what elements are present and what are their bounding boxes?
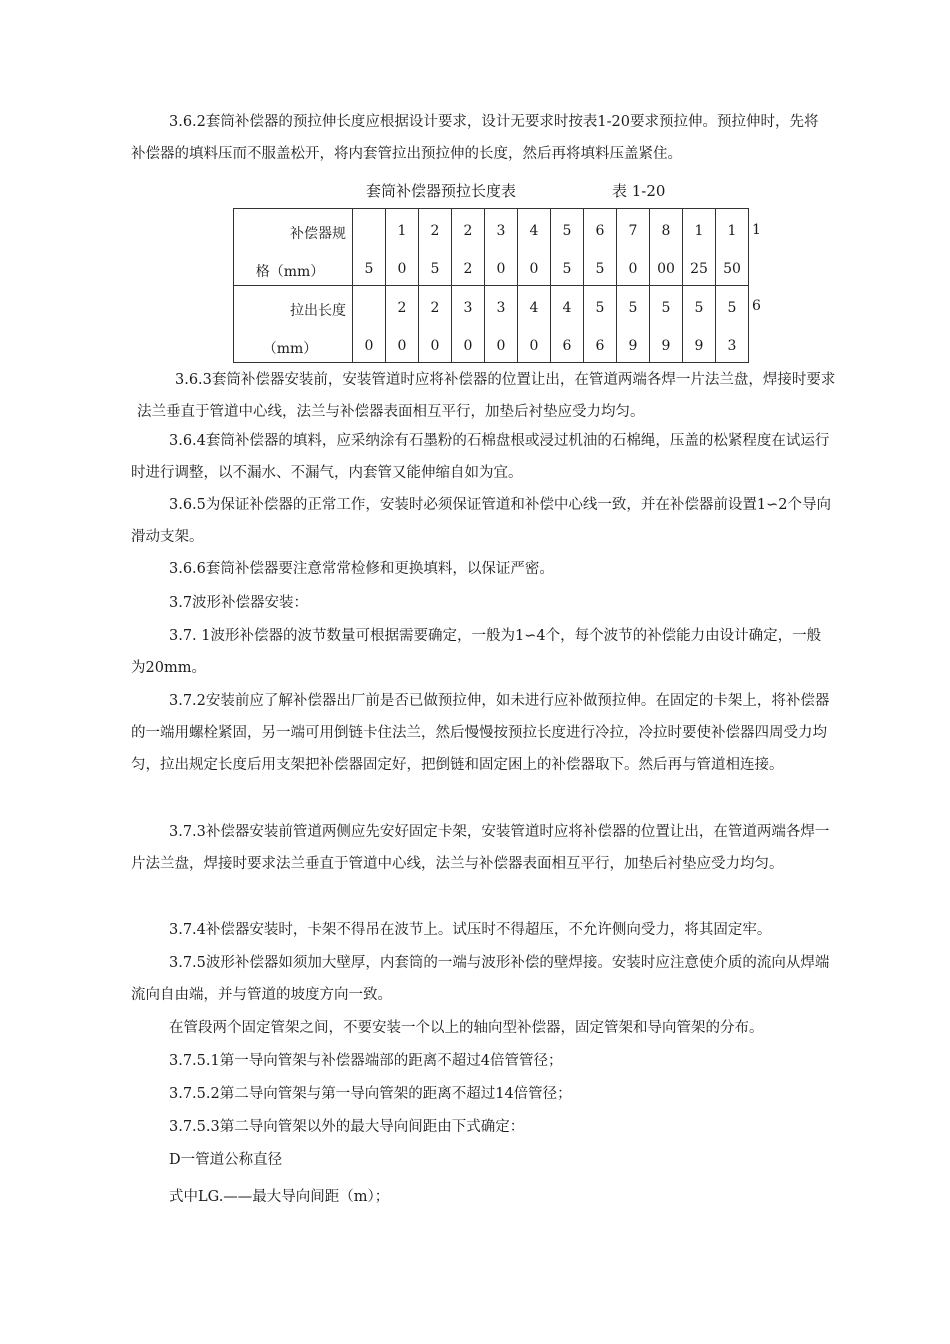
- table-cell: 5: [353, 209, 386, 286]
- table-cell: 2 5: [419, 209, 452, 286]
- table-cell: 7 0: [617, 209, 650, 286]
- table-overflow-value: 1: [752, 222, 761, 238]
- paragraph-3-7-4: 3.7.4补偿器安装时，卡架不得吊在波节上。试压时不得超压，不允许侧向受力，将其固定牢。: [169, 922, 772, 938]
- paragraph-3-6-2: 3.6.2套筒补偿器的预拉伸长度应根据设计要求，设计无要求时按表1-20要求预拉伸。预拉伸时，先将补偿器的填料压而不服盖松开，将内套管拉出预拉伸的长度，然后再将填料压盖紧住。: [131, 114, 819, 162]
- table-title: 套筒补偿器预拉长度表: [366, 182, 517, 200]
- table-cell: 3 0: [485, 286, 518, 363]
- table-cell: 3 0: [452, 286, 485, 363]
- paragraph-guide-layout: 在管段两个固定管架之间，不要安装一个以上的轴向型补偿器，固定管架和导向管架的分布。: [169, 1020, 764, 1036]
- paragraph-3-7-5-1: 3.7.5.1第一导向管架与补偿器端部的距离不超过4倍管管径；: [169, 1053, 563, 1069]
- paragraph-3-7-2: 3.7.2安装前应了解补偿器出厂前是否已做预拉伸，如未进行应补做预拉伸。在固定的卡架上，将补偿器的一端用螺栓紧固，另一端可用倒链卡住法兰，然后慢慢按预拉长度进行冷拉，冷拉时要使补偿器四周受力均匀，拉出规定长度后用支架把补偿器固定好，把倒链和固定困上的补偿器取下。然后再与管道相连接。: [131, 693, 830, 773]
- paragraph-3-6-6: 3.6.6套筒补偿器要注意常常检修和更换填料，以保证严密。: [169, 561, 554, 577]
- table-cell: 5 6: [584, 286, 617, 363]
- table-overflow-value: 6: [752, 298, 761, 314]
- table-row-spec: [234, 209, 749, 286]
- paragraph-3-7: 3.7波形补偿器安装：: [169, 595, 309, 611]
- paragraph-3-7-5: 3.7.5波形补偿器如须加大壁厚，内套筒的一端与波形补偿的壁焊接。安装时应注意使介质的流向从焊端流向自由端，并与管道的坡度方向一致。: [131, 955, 830, 1003]
- paragraph-3-6-4: 3.6.4套筒补偿器的填料，应采纳涂有石墨粉的石棉盘根或浸过机油的石棉绳，压盖的松紧程度在试运行时进行调整，以不漏水、不漏气，内套管又能伸缩自如为宜。: [131, 433, 830, 481]
- row-label-spec: 补偿器规 格（mm）: [234, 209, 353, 286]
- table-cell: 5 9: [617, 286, 650, 363]
- table-cell: 1 25: [683, 209, 716, 286]
- table-cell: 2 0: [419, 286, 452, 363]
- table-cell: 6 5: [584, 209, 617, 286]
- table-cell: 4 6: [551, 286, 584, 363]
- table-cell: 3 0: [485, 209, 518, 286]
- table-cell: 2 2: [452, 209, 485, 286]
- table-cell: 1 50: [716, 209, 749, 286]
- table-cell: 8 00: [650, 209, 683, 286]
- table-cell: 0: [353, 286, 386, 363]
- table-cell: 5 9: [683, 286, 716, 363]
- row-label-stretch: 拉出长度 （mm）: [234, 286, 353, 363]
- paragraph-lg-definition: 式中LG.——最大导向间距（m）；: [169, 1189, 390, 1205]
- table-cell: 5 9: [650, 286, 683, 363]
- table-cell: 4 0: [518, 209, 551, 286]
- table-cell: 4 0: [518, 286, 551, 363]
- table-cell: 1 0: [386, 209, 419, 286]
- paragraph-d-definition: D一管道公称直径: [169, 1152, 283, 1168]
- paragraph-3-7-5-3: 3.7.5.3第二导向管架以外的最大导向间距由下式确定：: [169, 1119, 525, 1135]
- paragraph-3-7-5-2: 3.7.5.2第二导向管架与第一导向管架的距离不超过14倍管径；: [169, 1086, 572, 1102]
- table-cell: 5 3: [716, 286, 749, 363]
- paragraph-3-7-3: 3.7.3补偿器安装前管道两侧应先安好固定卡架，安装管道时应将补偿器的位置让出，在管道两端各焊一片法兰盘，焊接时要求法兰垂直于管道中心线，法兰与补偿器表面相互平行，加垫后衬垫应受力均匀。: [131, 824, 830, 872]
- table-row-stretch: [234, 286, 749, 363]
- table-caption: [0, 176, 950, 206]
- paragraph-3-6-5: 3.6.5为保证补偿器的正常工作，安装时必须保证管道和补偿中心线一致，并在补偿器前设置1∽2个导向滑动支架。: [131, 497, 831, 545]
- pre-stretch-table: [233, 208, 749, 363]
- paragraph-3-7-1: 3.7. 1波形补偿器的波节数量可根据需要确定，一般为1∽4个，每个波节的补偿能力由设计确定，一般为20mm。: [131, 628, 822, 676]
- table-cell: 2 0: [386, 286, 419, 363]
- table-number: 表 1-20: [612, 182, 666, 200]
- table-cell: 5 5: [551, 209, 584, 286]
- paragraph-3-6-3: 3.6.3套筒补偿器安装前，安装管道时应将补偿器的位置让出，在管道两端各焊一片法兰盘，焊接时要求法兰垂直于管道中心线，法兰与补偿器表面相互平行，加垫后衬垫应受力均匀。: [137, 372, 836, 420]
